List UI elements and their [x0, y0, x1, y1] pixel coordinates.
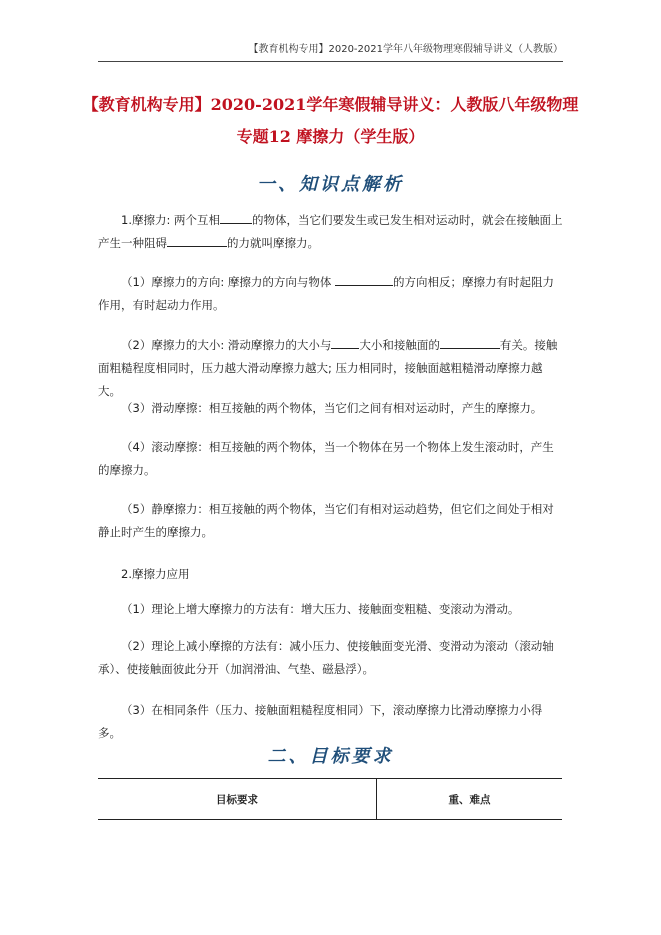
text-segment: 大小和接触面的 — [359, 338, 440, 352]
text-segment: 的方向相反；摩擦力有时起阻力作用，有时起动力作用。 — [98, 275, 555, 312]
paragraph-application-heading: 2.摩擦力应用 — [121, 567, 190, 581]
paragraph-friction-definition — [98, 209, 563, 255]
page-header: 【教育机构专用】2020-2021学年八年级物理寒假辅导讲义（人教版） — [98, 40, 563, 62]
section-heading-knowledge: 一、知识点解析 — [257, 174, 404, 195]
fill-blank[interactable] — [167, 233, 227, 247]
fill-blank[interactable] — [335, 272, 393, 286]
table-header-key-points: 重、难点 — [448, 793, 491, 806]
text-segment: 有关。接触面粗糙程度相同时，压力越大滑动摩擦力越大; 压力相同时，接触面越粗糙滑动摩擦力越大。 — [98, 338, 558, 398]
paragraph-sliding-friction: （3）滑动摩擦：相互接触的两个物体，当它们之间有相对运动时，产生的摩擦力。 — [121, 401, 543, 415]
text-segment: 1.摩擦力: 两个互相 — [121, 213, 221, 227]
fill-blank[interactable] — [220, 210, 252, 224]
table-header-goals: 目标要求 — [98, 779, 377, 819]
fill-blank[interactable] — [331, 335, 359, 349]
paragraph-static-friction: （5）静摩擦力：相互接触的两个物体，当它们有相对运动趋势，但它们之间处于相对静止时产生的摩擦力。 — [98, 502, 554, 539]
paragraph-rolling-vs-sliding: （3）在相同条件（压力、接触面粗糙程度相同）下，滚动摩擦力比滑动摩擦力小得多。 — [98, 703, 543, 740]
paragraph-friction-direction — [98, 271, 563, 317]
paragraph-increase-friction: （1）理论上增大摩擦力的方法有：增大压力、接触面变粗糙、变滚动为滑动。 — [121, 602, 520, 616]
text-segment: 的物体，当它们要发生或已发生相对运动时，就会在接触面上产生一种阻碍 — [98, 213, 563, 250]
text-segment: （2）摩擦力的大小: 滑动摩擦力的大小与 — [121, 338, 332, 352]
paragraph-rolling-friction: （4）滚动摩擦：相互接触的两个物体，当一个物体在另一个物体上发生滚动时，产生的摩擦力。 — [98, 440, 554, 477]
text-segment: 的力就叫摩擦力。 — [227, 236, 319, 250]
paragraph-friction-magnitude — [98, 334, 563, 403]
section-heading-goals: 二、目标要求 — [267, 746, 394, 767]
goals-table — [98, 778, 562, 820]
text-segment: （1）摩擦力的方向: 摩擦力的方向与物体 — [121, 275, 336, 289]
fill-blank[interactable] — [440, 335, 500, 349]
paragraph-decrease-friction: （2）理论上减小摩擦的方法有：减小压力、使接触面变光滑、变滑动为滚动（滚动轴承）、使接触面彼此分开（加润滑油、气垫、磁悬浮）。 — [98, 639, 554, 676]
document-title: 【教育机构专用】2020-2021学年寒假辅导讲义：人教版八年级物理 — [82, 95, 579, 114]
document-subtitle: 专题12 摩擦力（学生版） — [236, 127, 425, 146]
